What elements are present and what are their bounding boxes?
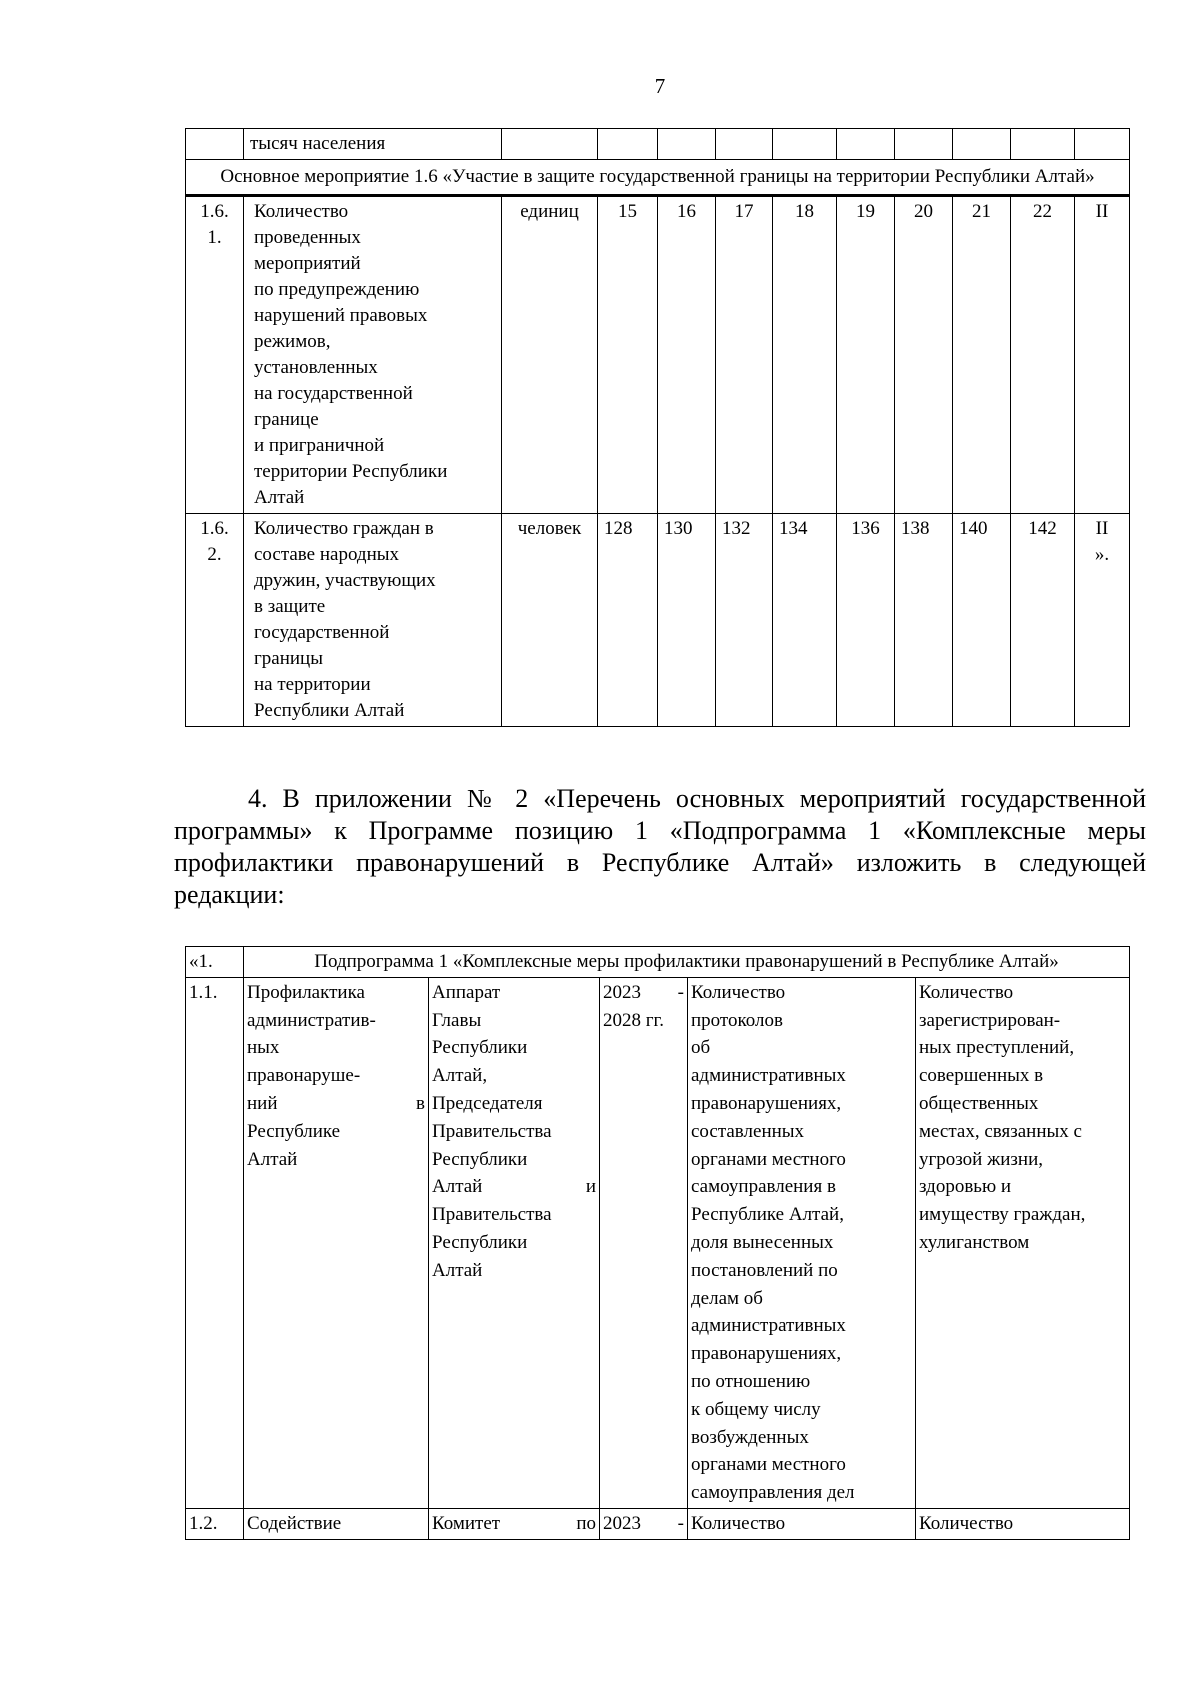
value-cell: 134 <box>773 514 837 727</box>
unit: единиц <box>502 196 598 514</box>
indicator: Количество <box>688 1508 916 1539</box>
value-cell: 132 <box>716 514 773 727</box>
table-row <box>186 514 1130 727</box>
value-cell: 136 <box>837 514 895 727</box>
value-cell: 140 <box>953 514 1011 727</box>
period: 2023 - 2028 гг. <box>600 977 688 1508</box>
indicator-name: Количество граждан в составе народных дружин, участвующих в защите государственной границы на территории Республики Алтай <box>244 514 502 727</box>
value-cell: 20 <box>895 196 953 514</box>
indicator-name: Количество проведенных мероприятий по предупреждению нарушений правовых режимов, установленных на государственной границе и приграничной территории Республики Алтай <box>244 196 502 514</box>
subprogram-title: Подпрограмма 1 «Комплексные меры профилактики правонарушений в Республике Алтай» <box>244 947 1130 978</box>
value-cell: 22 <box>1011 196 1075 514</box>
result: Количество <box>916 1508 1130 1539</box>
section-heading-row <box>186 160 1130 196</box>
executor: Комитет по <box>429 1508 600 1539</box>
row-number: 1.6. 2. <box>186 514 244 727</box>
activities-table <box>185 946 1130 1540</box>
table-row <box>186 129 1130 160</box>
indicator: Количество протоколов об административных правонарушениях, составленных органами местного самоуправления в Республике Алтай, доля вынесенных постановлений по делам об административных правонарушениях, по отношению к общему числу возбужденных органами местного самоуправления дел <box>688 977 916 1508</box>
value-cell: 128 <box>598 514 658 727</box>
table-row <box>186 977 1130 1508</box>
row-number: «1. <box>186 947 244 978</box>
paragraph: 4. В приложении № 2 «Перечень основных мероприятий государственной программы» к Программе позицию 1 «Подпрограмма 1 «Комплексные меры профилактики правонарушений в Республике Алтай» изложить в следующей редакции: <box>174 784 1146 909</box>
executor: Аппарат Главы Республики Алтай, Председателя Правительства Республики Алтай и Правительства Республики Алтай <box>429 977 600 1508</box>
value-cell: 18 <box>773 196 837 514</box>
activity-name: Содействие <box>244 1508 429 1539</box>
section-heading: Основное мероприятие 1.6 «Участие в защите государственной границы на территории Республики Алтай» <box>186 160 1130 196</box>
value-cell: 16 <box>658 196 716 514</box>
cell-text: тысяч населения <box>244 129 502 160</box>
table-row <box>186 1508 1130 1539</box>
indicators-table <box>185 128 1130 727</box>
unit: человек <box>502 514 598 727</box>
result: Количество зарегистрирован- ных преступлений, совершенных в общественных местах, связанных с угрозой жизни, здоровью и имуществу граждан, хулиганством <box>916 977 1130 1508</box>
value-cell: 142 <box>1011 514 1075 727</box>
last-cell: II ». <box>1075 514 1130 727</box>
value-cell: 21 <box>953 196 1011 514</box>
value-cell: 138 <box>895 514 953 727</box>
activity-name: Профилактика административ- ных правонаруше- ний в Республике Алтай <box>244 977 429 1508</box>
period: 2023 - <box>600 1508 688 1539</box>
table-row <box>186 196 1130 514</box>
page-number: 7 <box>654 74 666 98</box>
row-number: 1.6. 1. <box>186 196 244 514</box>
row-number: 1.1. <box>186 977 244 1508</box>
row-number: 1.2. <box>186 1508 244 1539</box>
value-cell: 130 <box>658 514 716 727</box>
value-cell: 15 <box>598 196 658 514</box>
table-row <box>186 947 1130 978</box>
last-cell: II <box>1075 196 1130 514</box>
value-cell: 19 <box>837 196 895 514</box>
value-cell: 17 <box>716 196 773 514</box>
